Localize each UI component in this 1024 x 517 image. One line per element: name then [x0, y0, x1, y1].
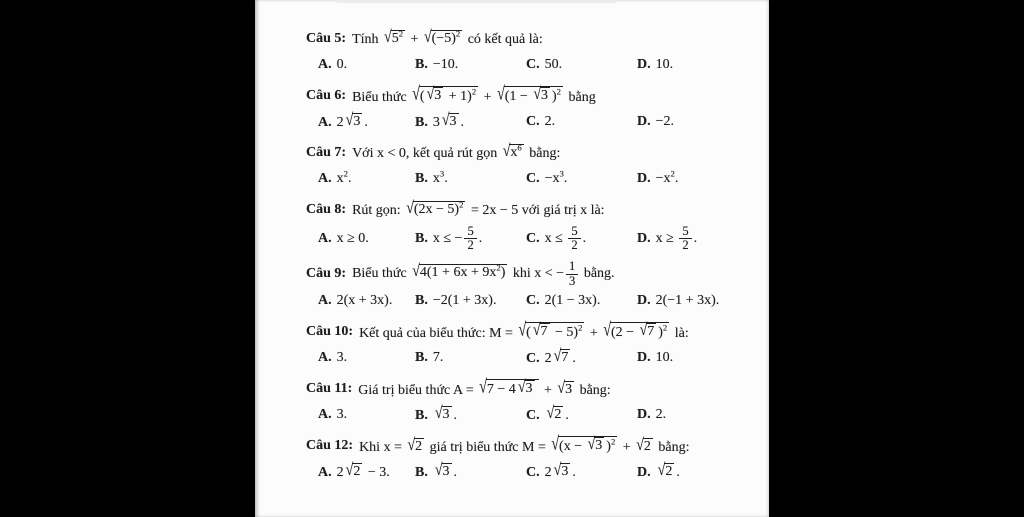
question-block: [255, 260, 769, 311]
answer-option: [415, 463, 526, 481]
option-text: 2 √ 3 .: [336, 111, 368, 130]
option-letter: D.: [637, 465, 651, 481]
option-text: x ≤ − $\frac{5}{2}$ .: [432, 224, 483, 253]
option-text: 3 √ 3 .: [432, 111, 465, 130]
option-text: −2.: [655, 113, 675, 129]
question-block: [255, 434, 769, 483]
option-text: $x^3$.: [432, 167, 448, 186]
question-text: Biểu thức √ ( √ 3 + 1)$^2$ + √ (1 − √ 3 )$^2$ bằng: [352, 84, 596, 105]
answer-options-row: [318, 405, 769, 426]
question-text: Kết quả của biểu thức: M = √ ( √ 7 − 5)$^2$ + √ (2 − √ 7 )$^2$ là:: [359, 320, 689, 342]
question-text: Tính √ $5^2$ + √ $(-5)^2$ có kết quả là:: [352, 27, 543, 47]
option-text: 0.: [336, 56, 348, 72]
option-letter: B.: [415, 465, 428, 481]
answer-options-row: [318, 54, 769, 75]
answer-option: [415, 350, 526, 366]
answer-option: [318, 293, 415, 309]
question-line: [306, 377, 769, 402]
option-letter: C.: [526, 113, 540, 129]
answer-option: [526, 293, 637, 309]
question-line: [306, 260, 769, 287]
answer-option: [415, 57, 526, 73]
option-letter: C.: [526, 170, 540, 186]
answer-option: [318, 231, 415, 247]
question-text: Biểu thức √ $4(1 + 6x + 9x^2)$ khi x < − $\frac{1}{3}$ bằng.: [352, 259, 615, 288]
page-top-edge: [337, 0, 616, 3]
answer-options-row: [318, 168, 769, 189]
option-letter: C.: [526, 465, 540, 481]
option-text: √ 2 .: [546, 405, 569, 424]
answer-options-row: [318, 225, 769, 252]
option-letter: D.: [637, 293, 651, 309]
question-text: Rút gọn: √ $(2x - 5)^2$ = 2x − 5 với giá trị x là:: [352, 198, 605, 218]
question-label: Câu 12:: [306, 438, 354, 454]
question-line: [306, 83, 769, 108]
question-block: [255, 197, 769, 252]
option-letter: B.: [415, 114, 428, 130]
option-letter: A.: [318, 56, 332, 72]
option-letter: A.: [318, 230, 332, 246]
question-block: [255, 140, 769, 189]
question-label: Câu 11:: [306, 381, 353, 397]
answer-options-row: [318, 348, 769, 369]
question-block: [255, 377, 769, 426]
answer-option: [637, 57, 769, 73]
option-text: −2(1 + 3x).: [432, 293, 497, 309]
document-page: [255, 0, 769, 517]
option-text: 3.: [336, 350, 348, 366]
answer-option: [637, 463, 769, 481]
answer-options-row: [318, 291, 769, 312]
option-text: $x^2$.: [336, 167, 352, 186]
option-text: 2(1 − 3x).: [544, 293, 601, 309]
answer-option: [415, 406, 526, 424]
answer-option: [637, 407, 769, 423]
answer-option: [415, 225, 526, 252]
answer-option: [526, 225, 637, 252]
answer-option: [318, 350, 415, 366]
answer-option: [637, 350, 769, 366]
option-letter: A.: [318, 293, 332, 309]
option-letter: D.: [637, 56, 651, 72]
option-letter: B.: [415, 170, 428, 186]
option-text: 3.: [336, 407, 348, 423]
option-text: 50.: [544, 56, 563, 72]
option-letter: C.: [526, 293, 540, 309]
option-letter: B.: [415, 408, 428, 424]
question-line: [306, 197, 769, 222]
option-text: √ 3 .: [434, 462, 458, 481]
option-letter: B.: [415, 293, 428, 309]
answer-option: [526, 57, 637, 73]
option-text: 2.: [544, 113, 556, 129]
option-letter: A.: [318, 407, 332, 423]
option-text: 2 √ 3 .: [544, 462, 576, 481]
answer-option: [318, 57, 415, 73]
answer-option: [415, 113, 526, 131]
option-text: 2.: [655, 407, 667, 423]
question-block: [255, 320, 769, 369]
question-block: [255, 83, 769, 132]
answer-option: [415, 167, 526, 187]
answer-option: [637, 167, 769, 187]
question-line: [306, 320, 769, 345]
option-letter: D.: [637, 407, 651, 423]
answer-option: [637, 293, 769, 309]
option-text: 10.: [655, 350, 674, 366]
option-text: x ≥ 0.: [336, 230, 369, 246]
option-letter: D.: [637, 230, 651, 246]
question-line: [306, 26, 769, 51]
question-text: Khi x = √ 2 giá trị biểu thức M = √ (x − √ 3 )$^2$ + √ 2 bằng:: [359, 434, 690, 456]
option-text: 2 √ 7 .: [544, 348, 576, 367]
answer-option: [526, 167, 637, 187]
answer-option: [318, 463, 415, 481]
question-line: [306, 434, 769, 459]
option-text: x ≥ $\frac{5}{2}$ .: [655, 224, 698, 253]
option-letter: C.: [526, 230, 540, 246]
option-letter: B.: [415, 350, 428, 366]
question-text: Giá trị biểu thức A = √ 7 − 4 √ 3 + √ 3 bằng:: [358, 377, 611, 399]
option-text: 7.: [432, 350, 444, 366]
option-text: −10.: [432, 56, 459, 72]
option-text: 2(−1 + 3x).: [655, 293, 720, 309]
option-letter: D.: [637, 350, 651, 366]
option-text: 2(x + 3x).: [336, 293, 393, 309]
option-text: $-x^2$.: [655, 167, 679, 186]
option-text: $-x^3$.: [544, 167, 568, 186]
option-letter: B.: [415, 56, 428, 72]
option-letter: C.: [526, 351, 540, 367]
option-text: √ 3 .: [434, 405, 458, 424]
option-text: 10.: [655, 56, 674, 72]
question-label: Câu 9:: [306, 266, 347, 282]
question-line: [306, 140, 769, 165]
answer-option: [415, 293, 526, 309]
option-text: 2 √ 2 − 3.: [336, 462, 390, 481]
answer-options-row: [318, 111, 769, 132]
answer-option: [637, 114, 769, 130]
question-label: Câu 5:: [306, 30, 347, 46]
answer-option: [318, 167, 415, 187]
answer-options-row: [318, 462, 769, 483]
answer-option: [526, 349, 637, 367]
option-letter: A.: [318, 465, 332, 481]
questions-list: [255, 26, 769, 483]
question-label: Câu 6:: [306, 87, 347, 103]
option-letter: B.: [415, 230, 428, 246]
question-block: [255, 26, 769, 75]
option-text: √ 2 .: [657, 462, 680, 481]
question-text: Với x < 0, kết quả rút gọn √ $x^6$ bằng:: [352, 141, 561, 161]
option-letter: A.: [318, 170, 332, 186]
answer-option: [526, 406, 637, 424]
answer-option: [526, 463, 637, 481]
option-text: x ≤ $\frac{5}{2}$ .: [544, 224, 587, 253]
answer-option: [318, 113, 415, 131]
question-label: Câu 8:: [306, 201, 347, 217]
answer-option: [526, 114, 637, 130]
answer-option: [637, 225, 769, 252]
question-label: Câu 10:: [306, 324, 354, 340]
option-letter: C.: [526, 56, 540, 72]
question-label: Câu 7:: [306, 144, 347, 160]
option-letter: D.: [637, 113, 651, 129]
option-letter: C.: [526, 408, 540, 424]
option-letter: A.: [318, 350, 332, 366]
option-letter: D.: [637, 170, 651, 186]
answer-option: [318, 407, 415, 423]
option-letter: A.: [318, 114, 332, 130]
